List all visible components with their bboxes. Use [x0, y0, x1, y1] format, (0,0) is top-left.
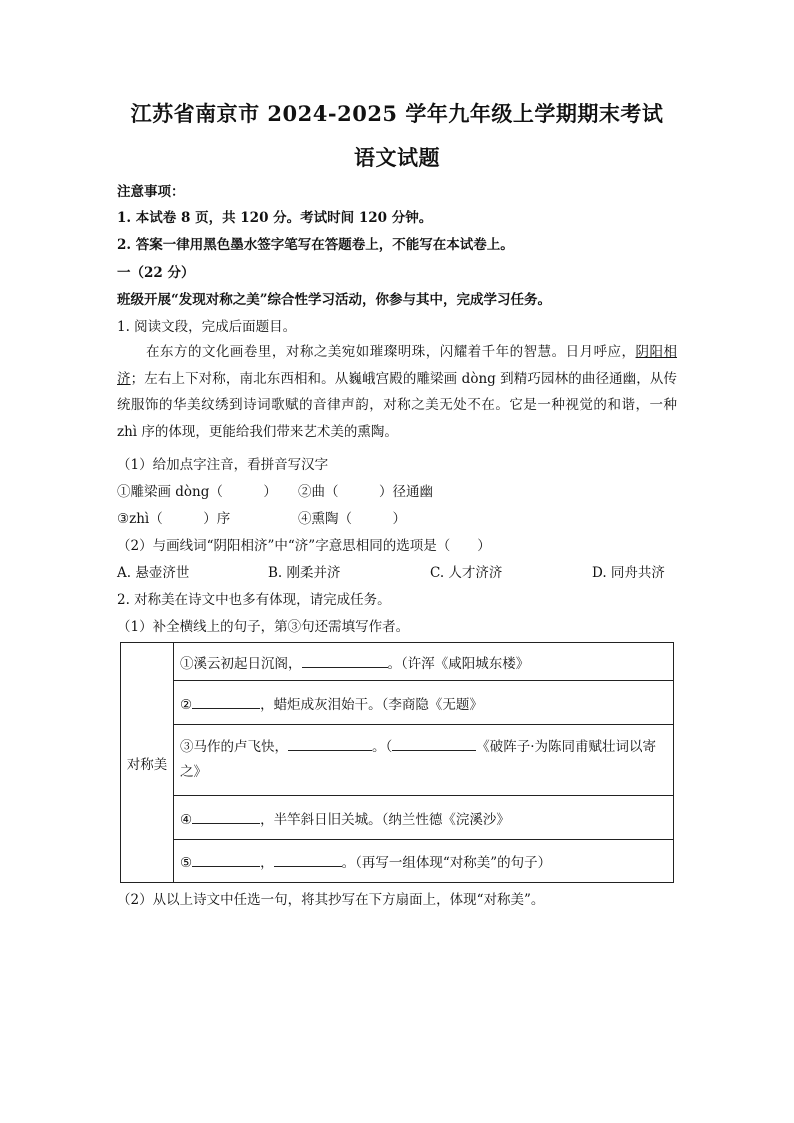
answer-blank[interactable]	[192, 694, 260, 709]
answer-blank[interactable]	[192, 852, 260, 867]
question-2-part-1: （1）补全横线上的句子，第③句还需填写作者。	[117, 619, 410, 635]
section-intro: 班级开展“发现对称之美”综合性学习活动，你参与其中，完成学习任务。	[117, 292, 552, 308]
table-row	[121, 643, 674, 681]
author-blank[interactable]	[392, 736, 476, 751]
poem-row-2: ② ，蜡炬成灰泪始干。（李商隐《无题》	[174, 681, 674, 725]
table-row	[121, 796, 674, 840]
answer-blank[interactable]	[274, 852, 342, 867]
question-2-stem: 2. 对称美在诗文中也多有体现，请完成任务。	[117, 592, 391, 608]
question-1-stem: 1. 阅读文段，完成后面题目。	[117, 319, 297, 335]
reading-passage	[117, 339, 677, 445]
poem-row-4: ④ ，半竿斜日旧关城。（纳兰性德《浣溪沙》	[174, 796, 674, 840]
table-row	[121, 725, 674, 796]
poem-row-3: ③马作的卢飞快， 。（ 《破阵子·为陈同甫赋壮词以寄之》	[174, 725, 674, 796]
fill-item-2: ②曲（ ）径通幽	[298, 484, 433, 500]
table-row	[121, 840, 674, 883]
notice-heading: 注意事项：	[117, 184, 185, 200]
table-side-label: 对称美	[121, 643, 174, 883]
question-2-part-2: （2）从以上诗文中任选一句，将其抄写在下方扇面上，体现“对称美”。	[117, 892, 545, 908]
question-1-part-2: （2）与画线词“阴阳相济”中“济”字意思相同的选项是（ ）	[117, 538, 491, 554]
answer-blank[interactable]	[192, 809, 260, 824]
poem-fill-table	[120, 642, 674, 883]
page-title: 江苏省南京市 2024-2025 学年九年级上学期期末考试	[130, 101, 664, 126]
passage-underlined-phrase: 阴阳相济	[117, 344, 678, 387]
section-heading: 一（22 分）	[117, 265, 195, 281]
notice-item-1: 1. 本试卷 8 页，共 120 分。考试时间 120 分钟。	[117, 210, 433, 226]
poem-row-5: ⑤ ， 。（再写一组体现“对称美”的句子）	[174, 840, 674, 883]
fill-item-3: ③zhì（ ）序	[117, 511, 231, 527]
option-b: B. 刚柔并济	[268, 565, 341, 581]
option-a: A. 悬壶济世	[117, 565, 190, 581]
option-d: D. 同舟共济	[592, 565, 665, 581]
passage-text-a: 在东方的文化画卷里，对称之美宛如璀璨明珠，闪耀着千年的智慧。日月呼应，	[146, 344, 636, 360]
question-1-part-1: （1）给加点字注音，看拼音写汉字	[117, 457, 329, 473]
poem-row-1: ①溪云初起日沉阁， 。（许浑《咸阳城东楼》	[174, 643, 674, 681]
notice-item-2: 2. 答案一律用黑色墨水签字笔写在答题卷上，不能写在本试卷上。	[117, 237, 514, 253]
fill-item-1: ①雕梁画 dòng（ ）	[117, 484, 277, 500]
answer-blank[interactable]	[302, 653, 388, 668]
option-c: C. 人才济济	[430, 565, 503, 581]
page-subtitle: 语文试题	[354, 145, 440, 170]
table-row	[121, 681, 674, 725]
fill-item-4: ④熏陶（ ）	[298, 511, 406, 527]
answer-blank[interactable]	[288, 736, 372, 751]
passage-text-b: ；左右上下对称，南北东西相和。从巍峨宫殿的雕梁画 dòng 到精巧园林的曲径通幽，从传统服饰的华美纹绣到诗词歌赋的音律声韵，对称之美无处不在。它是一种视觉的和谐，一种 zhì 序的体现，更能给我们带来艺术美的熏陶。	[117, 370, 678, 440]
